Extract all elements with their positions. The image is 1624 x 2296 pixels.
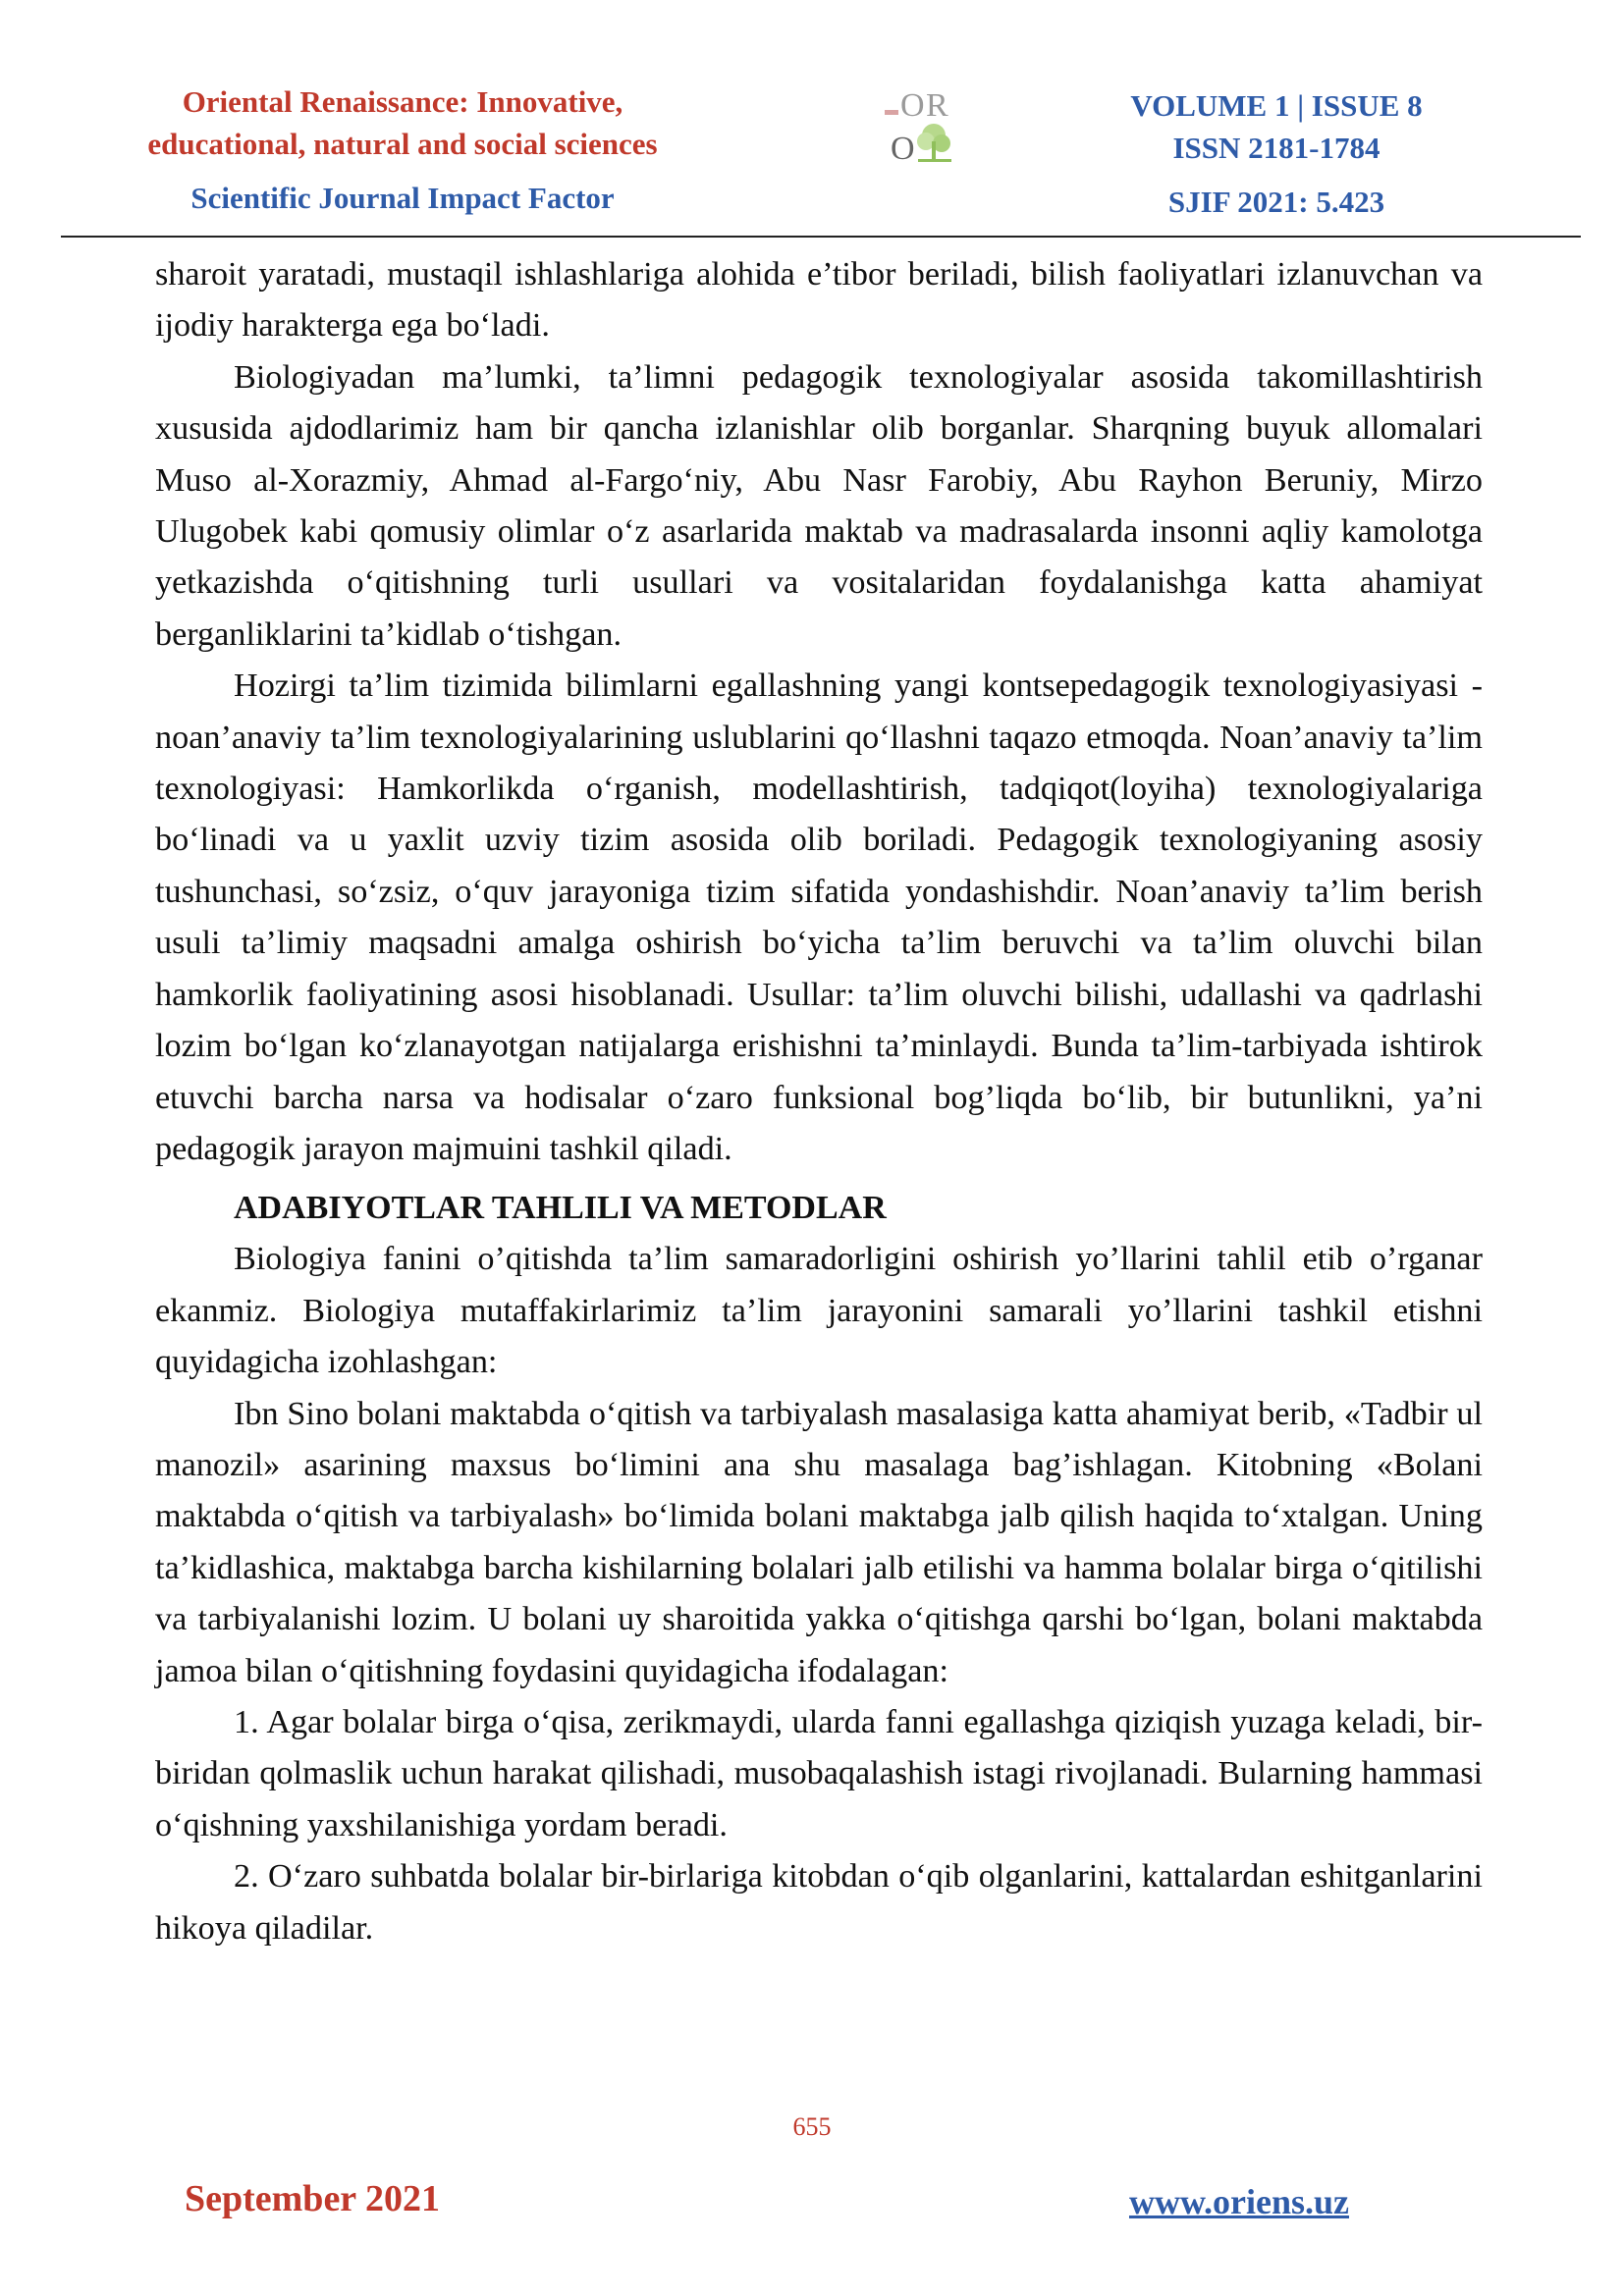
footer-date: September 2021 [185,2178,440,2219]
paragraph: Biologiyadan ma’lumki, ta’limni pedagogik texnologiyalar asosida takomillashtirish xususida ajdodlarimiz ham bir qancha izlanishlar olib borganlar. Sharqning buyuk allomalari Muso al-Xorazmiy, Ahmad al-Fargo‘niy, Abu Nasr Farobiy, Abu Rayhon Beruniy, Mirzo Ulugobek kabi qomusiy olimlar o‘z asarlarida maktab va madrasalarda insonni aqliy kamolotga yetkazishda o‘qitishning turli usullari va vositalaridan foydalanishga katta ahamiyat berganliklarini ta’kidlab o‘tishgan. [155,358,1483,653]
issn: ISSN 2181-1784 [1172,131,1380,165]
paragraph: Hozirgi ta’lim tizimida bilimlarni egallashning yangi kontsepedagogik texnologiyasiyasi - noan’anaviy ta’lim texnologiyalarining uslublarini qo‘llashni taqazo etmoqda. Noan’anaviy ta’lim texnologiyasi: Hamkorlikda o‘rganish, modellashtirish, tadqiqot(loyiha) texnologiyalariga bo‘linadi va u yaxlit uzviy tizim asosida olib boriladi. Pedagogik texnologiyaning asosiy tushunchasi, so‘zsiz, o‘quv jarayoniga tizim sifatida yondashishdir. Noan’anaviy ta’lim berish usuli ta’limiy maqsadni amalga oshirish bo‘yicha ta’lim beruvchi va ta’lim oluvchi bilan hamkorlik faoliyatining asosi hisoblanadi. Usullar: ta’lim oluvchi bilishi, udallashi va qadrlashi lozim bo‘lgan ko‘zlanayotgan natijalarga erishishni ta’minlaydi. Bunda ta’lim-tarbiyada ishtirok etuvchi barcha narsa va hodisalar o‘zaro funksional bog’liqda bo‘lib, bir butunlikni, ya’ni pedagogik jarayon majmuini tashkil qiladi. [155,667,1483,1167]
section-heading: ADABIYOTLAR TAHLILI VA METODLAR [234,1190,887,1227]
article-body [155,249,1483,1954]
issue-info-block [1080,84,1473,223]
journal-title-line2: educational, natural and social sciences [147,127,658,161]
svg-text:R: R [926,87,948,124]
paragraph: Biologiya fanini o’qitishda ta’lim samaradorligini oshirish yo’llarini tahlil etib o’rganar ekanmiz. Biologiya mutaffakirlarimiz ta’lim jarayonini samarali yo’llarini tashkil etishni quyidagicha izohlashgan: [155,1241,1483,1381]
sjif-factor: SJIF 2021: 5.423 [1167,185,1385,219]
paragraph-continuation: sharoit yaratadi, mustaqil ishlashlariga alohida e’tibor beriladi, bilish faoliyatlari izlanuvchan va ijodiy harakterga ega bo‘ladi. [155,256,1483,345]
journal-title-line1: Oriental Renaissance: Innovative, [182,84,623,119]
oriens-logo-icon [879,80,977,171]
list-item: 2. O‘zaro suhbatda bolalar bir-birlariga kitobdan o‘qib olganlarini, kattalardan eshitganlarini hikoya qiladilar. [155,1858,1483,1947]
paragraph: Ibn Sino bolani maktabda o‘qitish va tarbiyalash masalasiga katta ahamiyat berib, «Tadbir ul manozil» asarining maxsus bo‘limini ana shu masalaga bag’ishlagan. Kitobning «Bolani maktabda o‘qitish va tarbiyalash» bo‘limida bolani maktabga jalb qilish haqida to‘xtalgan. Uning ta’kidlashica, maktabga barcha kishilarning bolalari jalb etilishi va hamma bolalar birga o‘qitilishi va tarbiyalanishi lozim. U bolani uy sharoitida yakka o‘qitishga qarshi bo‘lgan, bolani maktabda jamoa bilan o‘qitishning foydasini quyidagicha ifodalagan: [155,1395,1483,1689]
svg-text:O: O [891,131,915,167]
volume-issue: VOLUME 1 | ISSUE 8 [1130,88,1423,123]
list-item: 1. Agar bolalar birga o‘qisa, zerikmaydi, ularda fanni egallashga qiziqish yuzaga keladi, bir-biridan qolmaslik uchun harakat qilishadi, musobaqalashish istagi rivojlanadi. Bularning hammasi o‘qishning yaxshilanishiga yordam beradi. [155,1703,1483,1843]
svg-text:O: O [900,87,925,124]
journal-title-block [128,80,677,219]
page-number: 655 [792,2112,832,2141]
header-divider [61,236,1581,238]
impact-factor-label: Scientific Journal Impact Factor [190,181,615,215]
footer-website-link[interactable]: www.oriens.uz [1129,2182,1349,2221]
